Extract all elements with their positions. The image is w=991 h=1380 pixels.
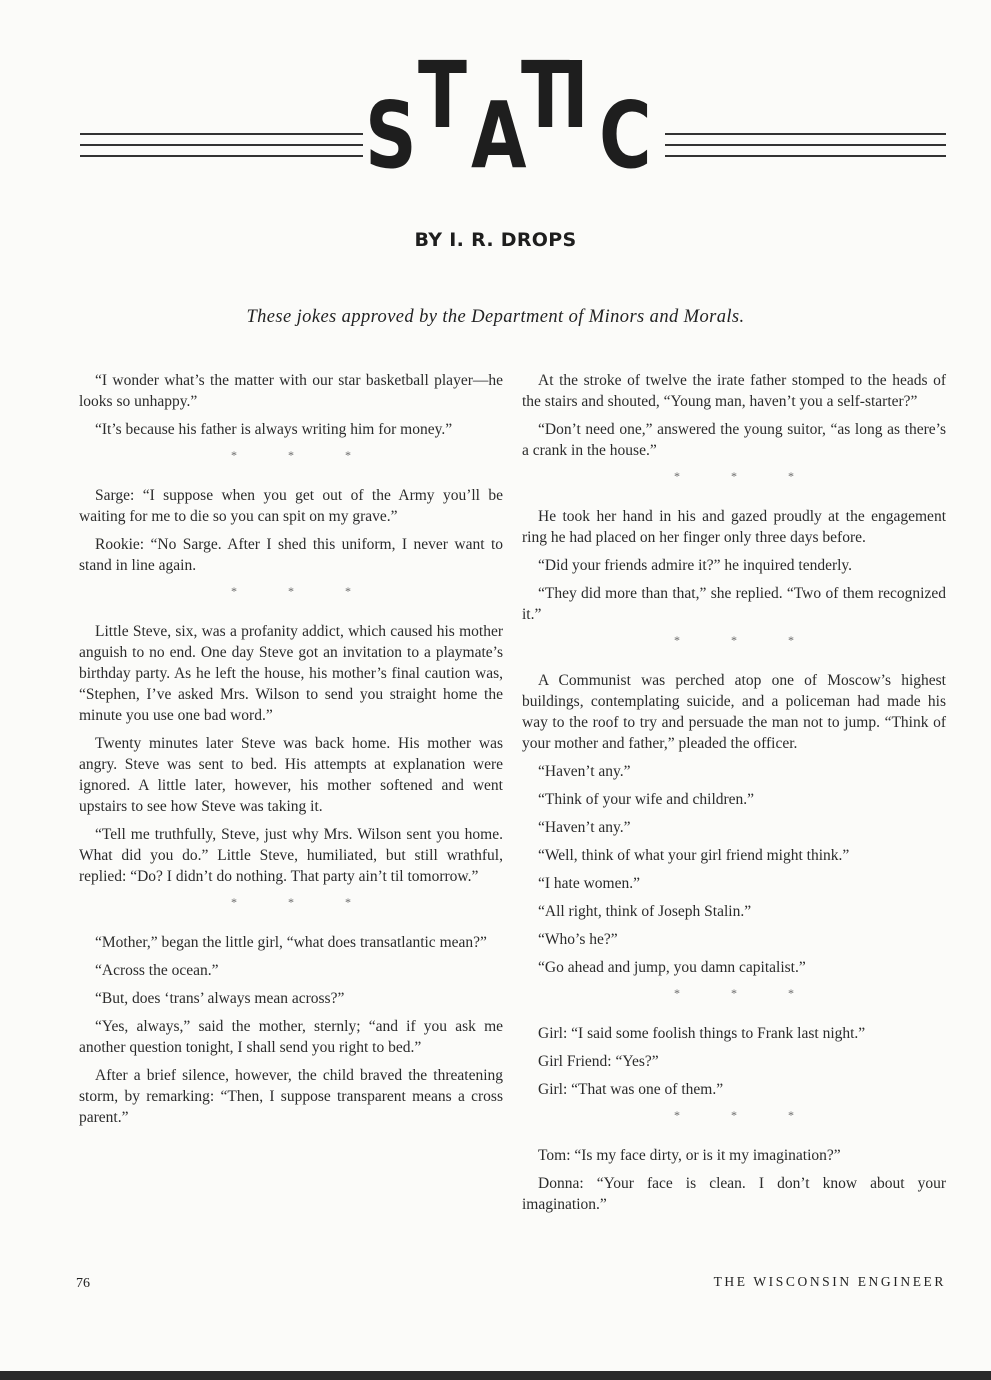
joke-paragraph: “They did more than that,” she replied. “Two of them recognized it.” — [522, 585, 946, 623]
joke-paragraph: “Haven’t any.” — [538, 819, 631, 836]
joke-paragraph: “Did your friends admire it?” he inquired tenderly. — [538, 557, 853, 574]
joke-separator: * * * — [674, 1108, 818, 1122]
joke-paragraph: Girl: “That was one of them.” — [538, 1081, 724, 1098]
joke-paragraph: “Yes, always,” said the mother, sternly; “and if you ask me another question tonight, I shall send you right to bed.” — [79, 1018, 503, 1056]
joke-paragraph: Twenty minutes later Steve was back home. His mother was angry. Steve was sent to bed. His attempts at explanation were ignored. A little later, however, his mother softened and went upstairs to see how Steve was taking it. — [79, 735, 503, 815]
left-title-rules — [80, 133, 363, 159]
right-title-rules — [665, 133, 946, 159]
joke-paragraph: “Well, think of what your girl friend might think.” — [538, 847, 850, 864]
joke-paragraph: Little Steve, six, was a profanity addict, which caused his mother anguish to no end. One day Steve got an invitation to a playmate’s birthday party. As he left the house, his mother’s final caution was, “Stephen, I’ve asked Mrs. Wilson to send you straight home the minute you use one bad word.” — [79, 623, 503, 724]
joke-paragraph: “Go ahead and jump, you damn capitalist.” — [538, 959, 806, 976]
joke-paragraph: “It’s because his father is always writing him for money.” — [95, 421, 453, 438]
left-column — [79, 370, 503, 1135]
joke-separator: * * * — [674, 633, 818, 647]
right-column — [522, 370, 946, 1222]
joke-paragraph: “Who’s he?” — [538, 931, 618, 948]
title-letter: A — [471, 82, 527, 189]
joke-separator: * * * — [231, 584, 375, 598]
joke-paragraph: Rookie: “No Sarge. After I shed this uniform, I never want to stand in line again. — [79, 536, 503, 574]
joke-paragraph: “Haven’t any.” — [538, 763, 631, 780]
joke-paragraph: Donna: “Your face is clean. I don’t know about your imagination.” — [522, 1175, 946, 1213]
byline: BY I. R. DROPS — [414, 229, 577, 251]
joke-paragraph: Girl Friend: “Yes?” — [538, 1053, 659, 1070]
joke-paragraph: At the stroke of twelve the irate father stomped to the heads of the stairs and shouted, “Young man, haven’t you a self-starter?” — [522, 372, 946, 410]
title-letter: C — [599, 82, 652, 189]
joke-paragraph: “Tell me truthfully, Steve, just why Mrs. Wilson sent you home. What did you do.” Little Steve, humiliated, but still wrathful, replied: “Do? I didn’t do nothing. That party ain’t til tomorrow.” — [79, 826, 503, 885]
joke-paragraph: “I hate women.” — [538, 875, 640, 892]
joke-paragraph: “Don’t need one,” answered the young suitor, “as long as there’s a crank in the house.” — [522, 421, 946, 459]
joke-paragraph: “But, does ‘trans’ always mean across?” — [95, 990, 345, 1007]
joke-separator: * * * — [231, 448, 375, 462]
title-letter: T — [418, 42, 467, 149]
joke-separator: * * * — [231, 895, 375, 909]
title-banner — [80, 40, 946, 190]
joke-paragraph: He took her hand in his and gazed proudly at the engagement ring he had placed on her finger only three days before. — [522, 508, 946, 546]
joke-paragraph: A Communist was perched atop one of Moscow’s highest buildings, contemplating suicide, and a policeman had made his way to the roof to try and persuade the man not to jump. “Think of your mother and father,” pleaded the officer. — [522, 672, 946, 752]
joke-paragraph: Sarge: “I suppose when you get out of the Army you’ll be waiting for me to die so you can spit on my grave.” — [79, 487, 503, 525]
scan-edge — [0, 1371, 991, 1380]
joke-paragraph: “Think of your wife and children.” — [538, 791, 755, 808]
title-letter: T — [521, 42, 570, 149]
title-letter: I — [562, 42, 589, 149]
publication-name: THE WISCONSIN ENGINEER — [713, 1274, 946, 1289]
joke-separator: * * * — [674, 469, 818, 483]
joke-paragraph: Girl: “I said some foolish things to Frank last night.” — [538, 1025, 866, 1042]
title-letter: S — [365, 82, 417, 189]
page-title — [363, 40, 665, 190]
joke-paragraph: “All right, think of Joseph Stalin.” — [538, 903, 752, 920]
joke-paragraph: “Across the ocean.” — [95, 962, 219, 979]
joke-separator: * * * — [674, 986, 818, 1000]
joke-paragraph: Tom: “Is my face dirty, or is it my imagination?” — [538, 1147, 841, 1164]
joke-paragraph: “Mother,” began the little girl, “what does transatlantic mean?” — [95, 934, 487, 951]
joke-paragraph: “I wonder what’s the matter with our star basketball player—he looks so unhappy.” — [79, 372, 503, 410]
subtitle: These jokes approved by the Department of Minors and Morals. — [246, 307, 745, 327]
page-number: 76 — [76, 1276, 90, 1291]
joke-paragraph: After a brief silence, however, the child braved the threatening storm, by remarking: “Then, I suppose transparent means a cross parent.” — [79, 1067, 503, 1126]
